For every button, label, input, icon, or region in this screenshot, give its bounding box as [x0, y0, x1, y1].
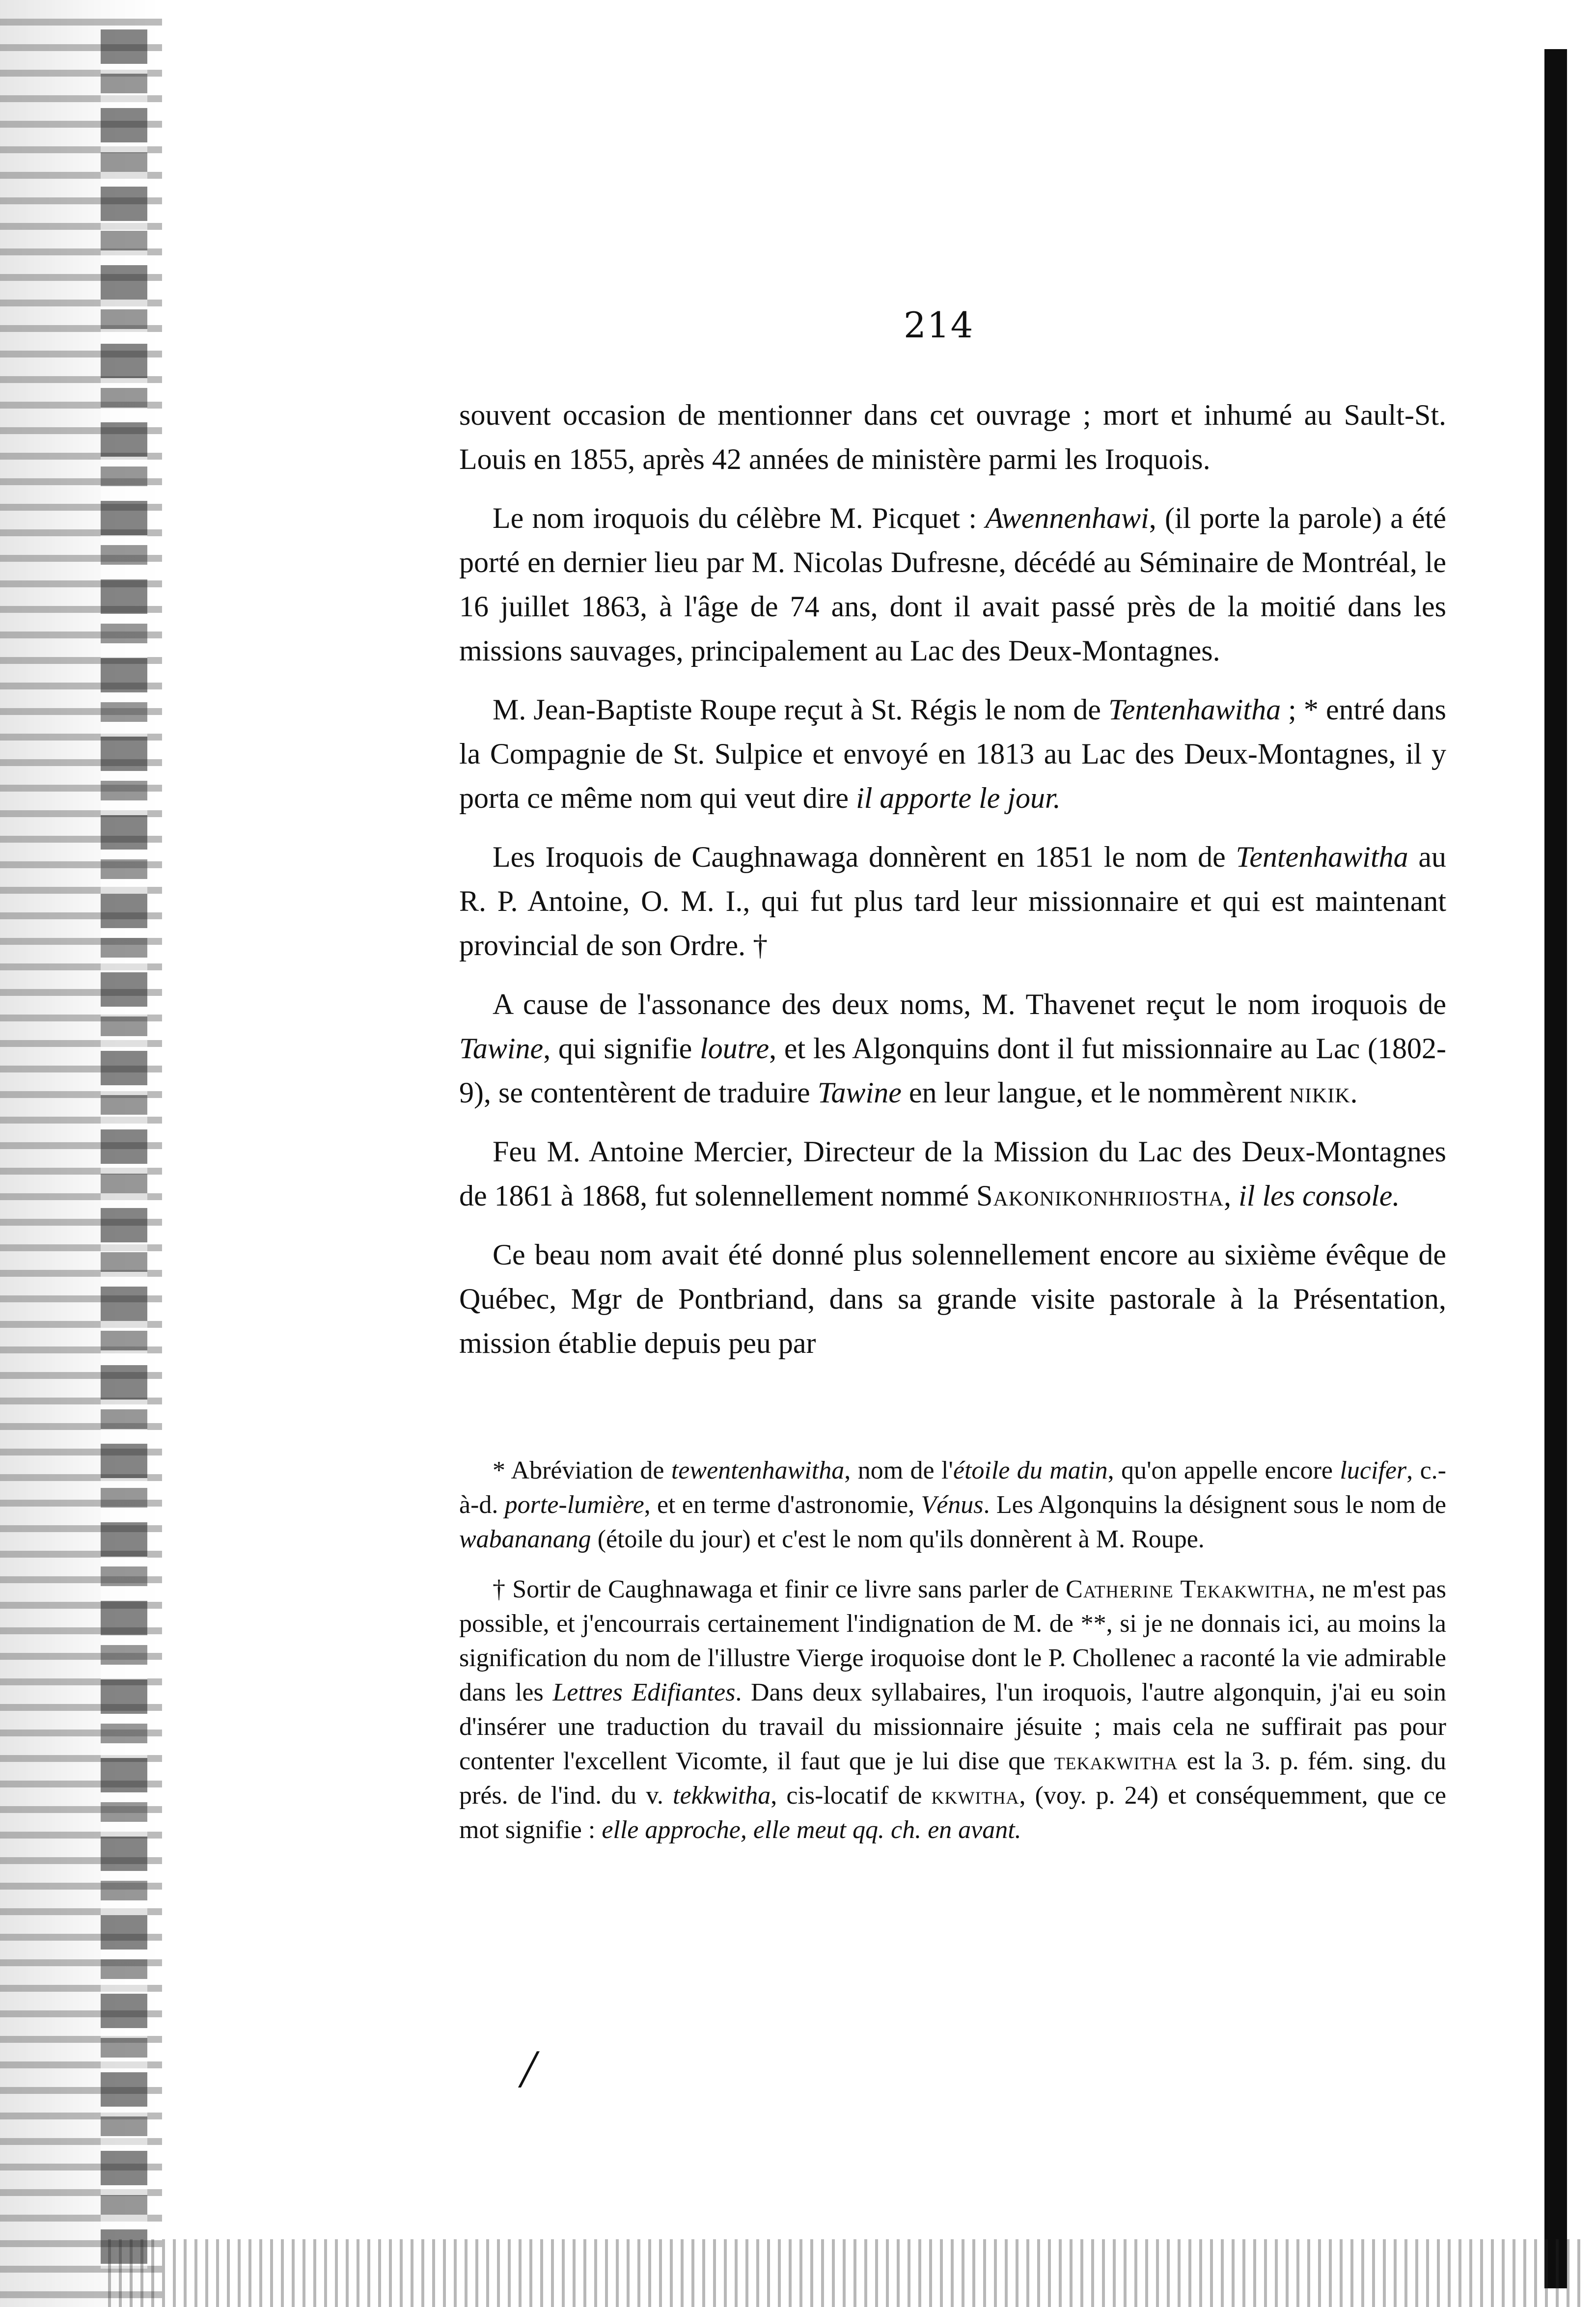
text-run: , cis-locatif de [770, 1782, 932, 1810]
text-run: Le nom iroquois du célèbre M. Picquet : [493, 502, 986, 534]
italic-text: Awennenhawi [985, 502, 1149, 534]
text-run: , [1224, 1180, 1239, 1212]
paragraph [459, 1129, 1446, 1218]
italic-text: wabananang [459, 1525, 591, 1553]
text-run: Feu M. Antoine Mercier, Directeur de la Mission du Lac des Deux-Montagnes de 1861 à 1868, fut solennellement nommé [459, 1135, 1446, 1212]
body-text [459, 393, 1446, 1380]
text-run: Ce beau nom avait été donné plus solennellement encore au sixième évêque de Québec, Mgr de Pontbriand, dans sa grande visite pastorale à la Présentation, mission établie depuis peu par [459, 1238, 1446, 1359]
page-number: 214 [904, 304, 974, 346]
scan-border-right [1544, 49, 1567, 2288]
scan-artifact-bottom [108, 2239, 1581, 2307]
footnote [459, 1454, 1446, 1557]
small-caps-text: tekakwitha [1054, 1747, 1178, 1775]
footnotes [459, 1454, 1446, 1863]
text-run: , nom de l' [844, 1456, 953, 1484]
small-caps-text: nikik [1289, 1076, 1350, 1109]
text-run: * Abréviation de [493, 1456, 671, 1484]
italic-text: tekkwitha [673, 1782, 771, 1810]
text-run: . Dans deux syllabaires, l'un iroquois, l'autre algonquin, j'ai eu soin d'insérer une traduction du travail du missionnaire jésuite ; mais cela ne suffirait pas pour contenter l'excellent Vicomte, il faut que je lui dise que [459, 1678, 1446, 1775]
scan-artifact-left [101, 29, 147, 2269]
italic-text: Vénus [921, 1491, 984, 1519]
text-run: . [1350, 1076, 1358, 1109]
text-run: , qui signifie [543, 1032, 700, 1065]
text-run: , c.-à-d. [459, 1456, 1446, 1519]
text-run: , qu'on appelle encore [1107, 1456, 1340, 1484]
italic-text: il les console. [1238, 1180, 1400, 1212]
italic-text: Lettres Edifiantes [552, 1678, 736, 1706]
text-run: M. Jean-Baptiste Roupe reçut à St. Régis le nom de [493, 693, 1108, 726]
text-run: , ne m'est pas possible, et j'encourrais certainement l'indignation de M. de **, si je ne donnais ici, au moins la signification du nom de l'illustre Vierge iroquoise dont le P. Chollenec a raconté la vie admirable dans les [459, 1575, 1446, 1706]
small-caps-text: kkwitha [931, 1782, 1019, 1810]
italic-text: loutre [700, 1032, 770, 1065]
paragraph [459, 687, 1446, 820]
text-run: , et les Algonquins dont il fut missionnaire au Lac (1802-9), se contentèrent de traduire [459, 1032, 1447, 1109]
italic-text: elle approche, elle meut qq. ch. en avant. [602, 1816, 1021, 1844]
paragraph [459, 496, 1446, 673]
text-run: Les Iroquois de Caughnawaga donnèrent en 1851 le nom de [493, 841, 1236, 873]
text-run: , (voy. p. 24) et conséquemment, que ce mot signifie : [459, 1782, 1446, 1844]
paragraph [459, 1233, 1446, 1365]
paragraph [459, 835, 1446, 967]
text-run: A cause de l'assonance des deux noms, M. Thavenet reçut le nom iroquois de [493, 988, 1446, 1020]
text-run: , et en terme d'astronomie, [644, 1491, 921, 1519]
italic-text: il apporte le jour. [856, 782, 1061, 814]
stray-pen-mark: / [521, 2039, 536, 2099]
italic-text: Tawine [817, 1076, 902, 1109]
italic-text: porte-lumière [504, 1491, 644, 1519]
text-run: au R. P. Antoine, O. M. I., qui fut plus tard leur missionnaire et qui est maintenant provincial de son Ordre. † [459, 841, 1446, 961]
small-caps-text: Sakonikonhriiostha [976, 1180, 1224, 1212]
italic-text: étoile du matin [953, 1456, 1108, 1484]
text-run: est la 3. p. fém. sing. du prés. de l'ind. du v. [459, 1747, 1446, 1810]
paragraph [459, 982, 1446, 1115]
text-run: . Les Algonquins la désignent sous le nom de [983, 1491, 1446, 1519]
text-run: en leur langue, et le nommèrent [901, 1076, 1290, 1109]
italic-text: Tentenhawitha [1236, 841, 1408, 873]
italic-text: Tawine [459, 1032, 544, 1065]
text-run: souvent occasion de mentionner dans cet ouvrage ; mort et inhumé au Sault-St. Louis en 1855, après 42 années de ministère parmi les Iroquois. [459, 399, 1446, 475]
text-run: (étoile du jour) et c'est le nom qu'ils donnèrent à M. Roupe. [591, 1525, 1205, 1553]
italic-text: tewentenhawitha [671, 1456, 845, 1484]
footnote [459, 1572, 1446, 1847]
italic-text: Tentenhawitha [1108, 693, 1281, 726]
paragraph [459, 393, 1446, 481]
text-run: † Sortir de Caughnawaga et finir ce livre sans parler de [493, 1575, 1066, 1603]
text-run: ; * entré dans la Compagnie de St. Sulpice et envoyé en 1813 au Lac des Deux-Montagnes, il y porta ce même nom qui veut dire [459, 693, 1446, 814]
text-run: , (il porte la parole) a été porté en dernier lieu par M. Nicolas Dufresne, décédé au Séminaire de Montréal, le 16 juillet 1863, à l'âge de 74 ans, dont il avait passé près de la moitié dans les missions sauvages, principalement au Lac des Deux-Montagnes. [459, 502, 1446, 667]
italic-text: lucifer [1340, 1456, 1407, 1484]
small-caps-text: Catherine Tekakwitha [1066, 1575, 1309, 1603]
